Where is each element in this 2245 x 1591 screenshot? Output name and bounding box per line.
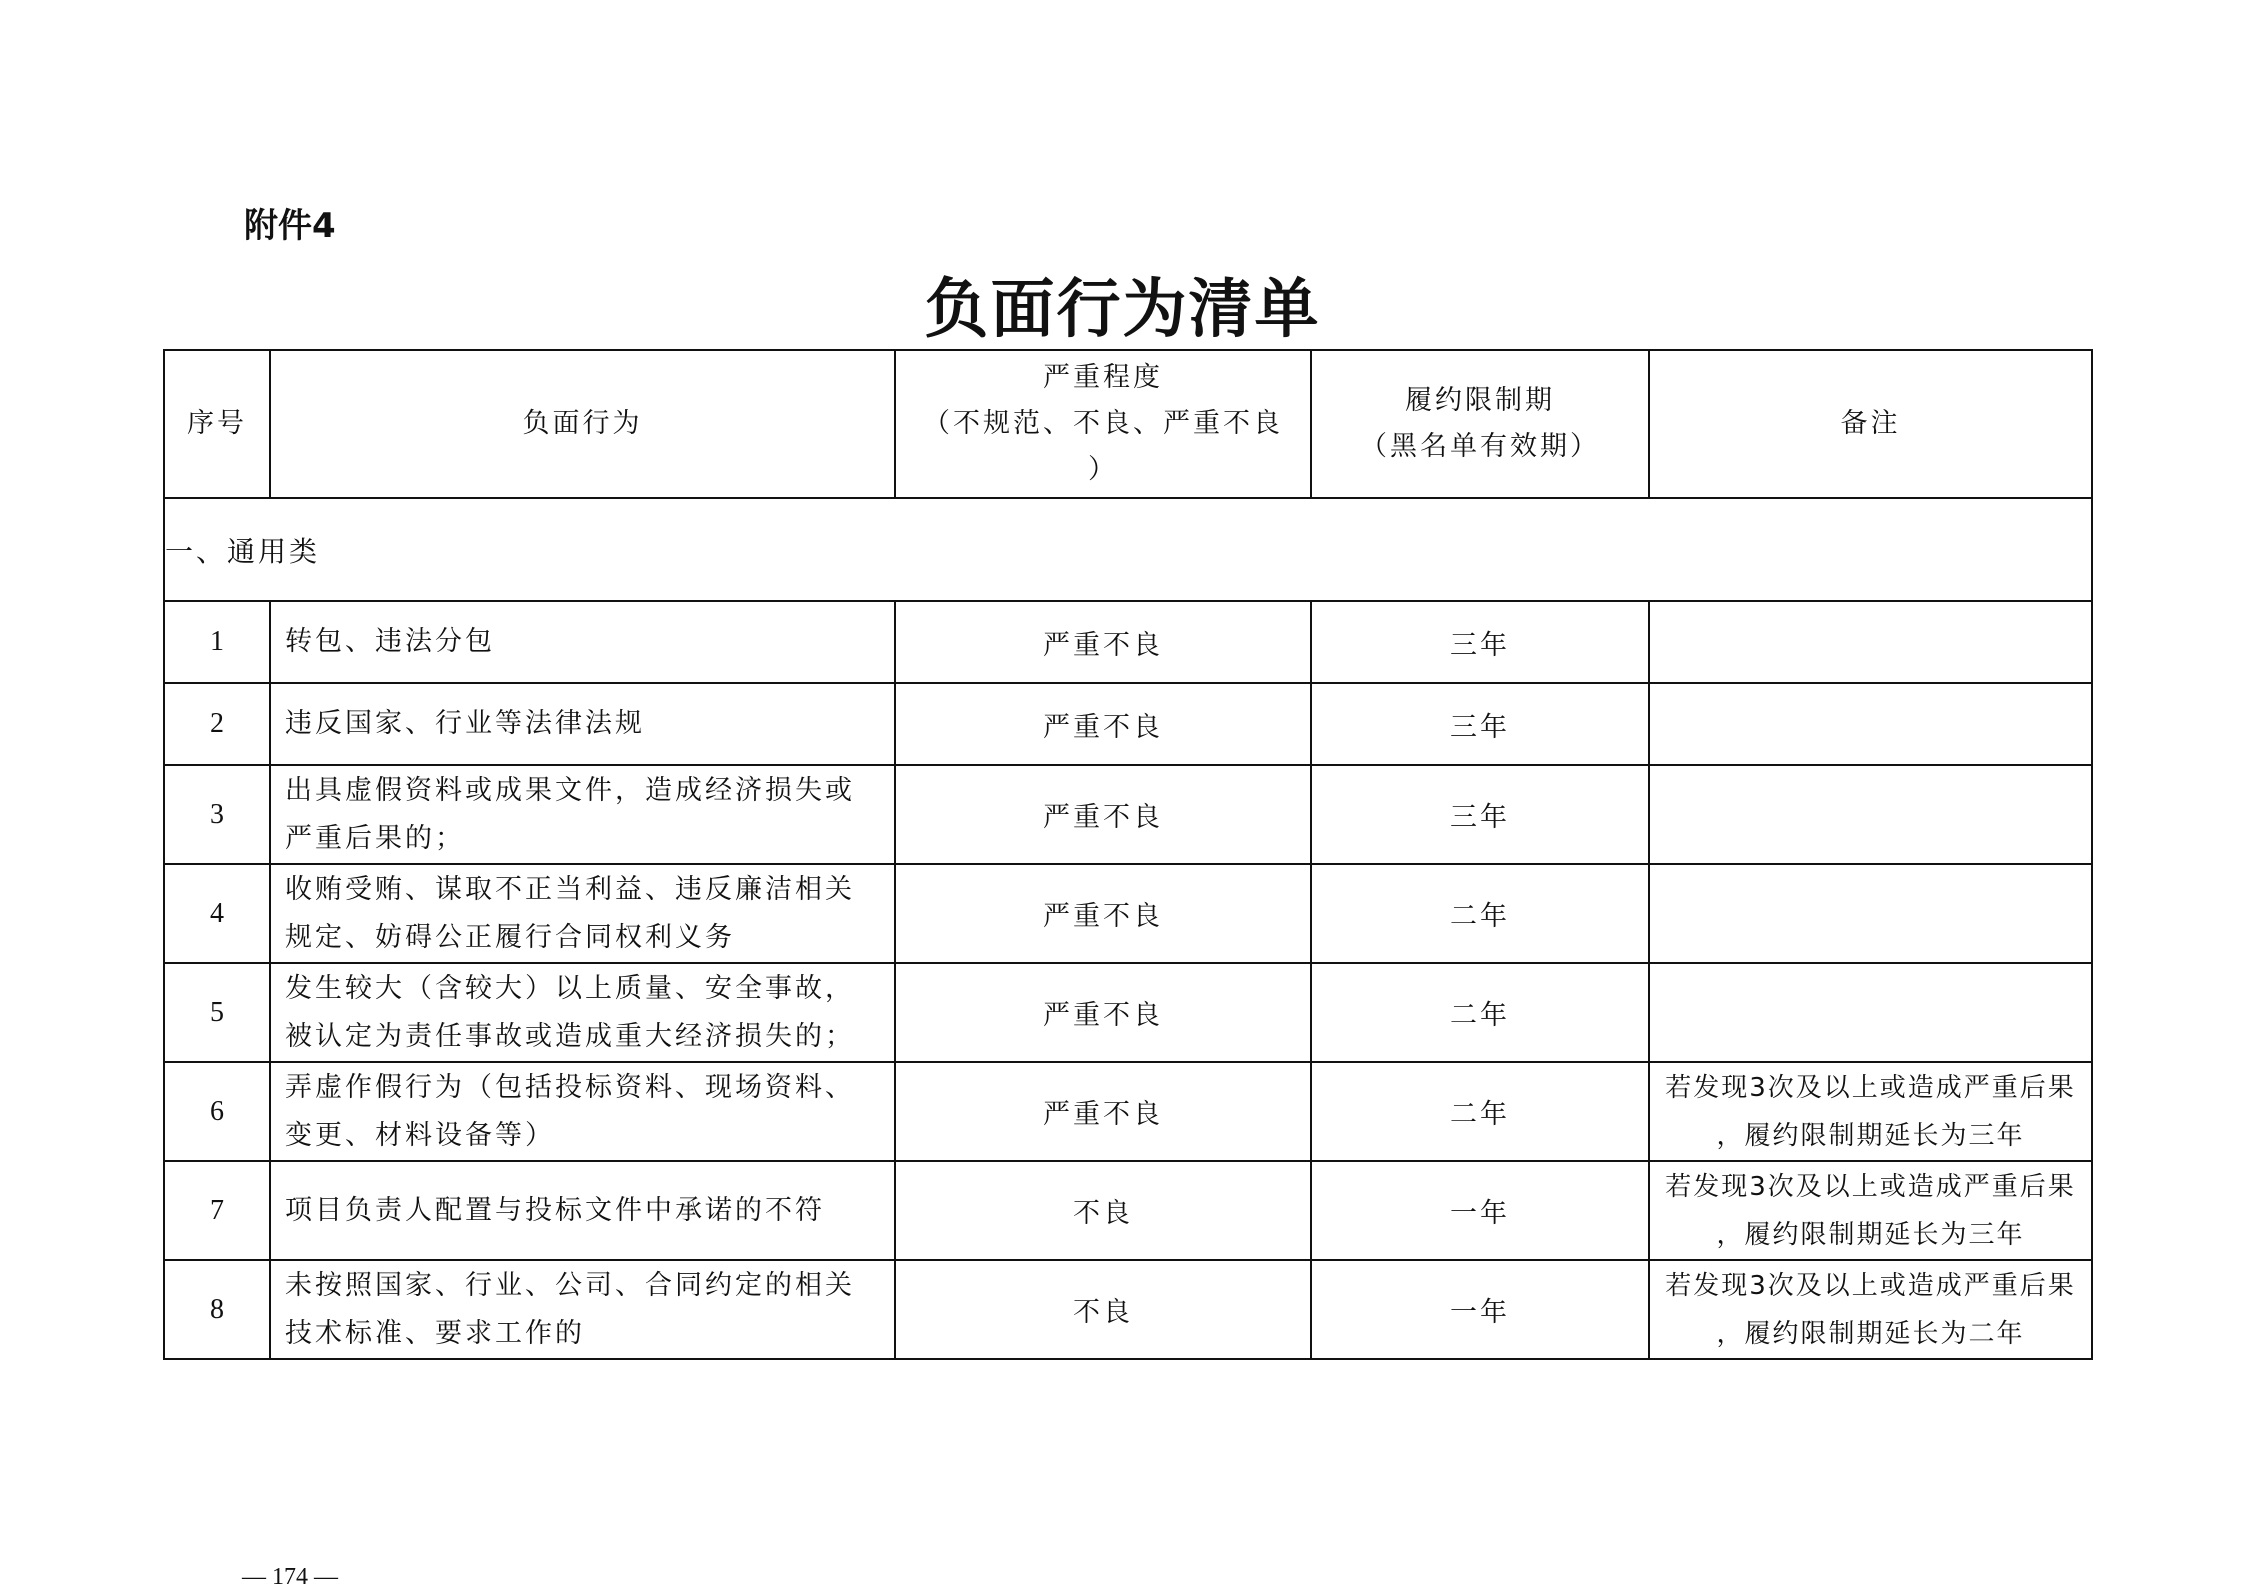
row-note-line1: 若发现3次及以上或造成严重后果 [1665, 1270, 2076, 1301]
row-note-line2: ，履约限制期延长为二年 [1716, 1318, 2025, 1349]
row-behavior: 收贿受贿、谋取不正当利益、违反廉洁相关规定、妨碍公正履行合同权利义务 [270, 864, 895, 963]
row-period: 三年 [1311, 683, 1649, 765]
row-severity: 严重不良 [895, 864, 1311, 963]
row-severity: 不良 [895, 1260, 1311, 1359]
row-period: 二年 [1311, 1062, 1649, 1161]
table-row [164, 1161, 2092, 1260]
row-note [1649, 963, 2092, 1062]
row-severity: 严重不良 [895, 1062, 1311, 1161]
section-label: 一、通用类 [164, 498, 2092, 601]
row-note-line2: ，履约限制期延长为三年 [1716, 1219, 2025, 1250]
header-no: 序号 [164, 350, 270, 498]
row-behavior: 出具虚假资料或成果文件，造成经济损失或严重后果的； [270, 765, 895, 864]
table-row [164, 683, 2092, 765]
table-row [164, 1062, 2092, 1161]
row-severity: 不良 [895, 1161, 1311, 1260]
row-note-line2: ，履约限制期延长为三年 [1716, 1120, 2025, 1151]
row-behavior: 未按照国家、行业、公司、合同约定的相关技术标准、要求工作的 [270, 1260, 895, 1359]
row-period: 三年 [1311, 765, 1649, 864]
row-no: 7 [164, 1161, 270, 1260]
row-note [1649, 683, 2092, 765]
negative-behavior-table [163, 349, 2093, 1360]
document-title: 负面行为清单 [924, 273, 1321, 347]
header-severity-line2: （不规范、不良、严重不良 [923, 408, 1283, 439]
header-period [1311, 350, 1649, 498]
row-no: 5 [164, 963, 270, 1062]
row-behavior: 转包、违法分包 [270, 601, 895, 683]
row-note [1649, 1161, 2092, 1260]
table-header-row [164, 350, 2092, 498]
table-row [164, 765, 2092, 864]
row-period: 二年 [1311, 963, 1649, 1062]
row-behavior: 发生较大（含较大）以上质量、安全事故，被认定为责任事故或造成重大经济损失的； [270, 963, 895, 1062]
attachment-label: 附件4 [244, 206, 336, 246]
row-no: 4 [164, 864, 270, 963]
row-period: 一年 [1311, 1260, 1649, 1359]
row-note [1649, 1062, 2092, 1161]
header-severity-line3: ） [1088, 454, 1118, 485]
row-no: 6 [164, 1062, 270, 1161]
row-note [1649, 864, 2092, 963]
row-behavior: 项目负责人配置与投标文件中承诺的不符 [270, 1161, 895, 1260]
table-row [164, 601, 2092, 683]
row-behavior: 违反国家、行业等法律法规 [270, 683, 895, 765]
header-severity-line1: 严重程度 [1043, 362, 1163, 393]
row-no: 2 [164, 683, 270, 765]
row-period: 一年 [1311, 1161, 1649, 1260]
row-note [1649, 1260, 2092, 1359]
row-no: 8 [164, 1260, 270, 1359]
header-behavior: 负面行为 [270, 350, 895, 498]
row-note [1649, 765, 2092, 864]
row-period: 二年 [1311, 864, 1649, 963]
table-row [164, 864, 2092, 963]
row-behavior: 弄虚作假行为（包括投标资料、现场资料、变更、材料设备等） [270, 1062, 895, 1161]
row-severity: 严重不良 [895, 765, 1311, 864]
row-note [1649, 601, 2092, 683]
page-number: — 174 — [242, 1564, 338, 1590]
row-note-line1: 若发现3次及以上或造成严重后果 [1665, 1072, 2076, 1103]
row-period: 三年 [1311, 601, 1649, 683]
section-row [164, 498, 2092, 601]
row-severity: 严重不良 [895, 601, 1311, 683]
header-severity [895, 350, 1311, 498]
header-note: 备注 [1649, 350, 2092, 498]
row-note-line1: 若发现3次及以上或造成严重后果 [1665, 1171, 2076, 1202]
row-severity: 严重不良 [895, 963, 1311, 1062]
table-row [164, 1260, 2092, 1359]
header-period-line1: 履约限制期 [1405, 385, 1555, 416]
row-no: 1 [164, 601, 270, 683]
table-row [164, 963, 2092, 1062]
header-period-line2: （黑名单有效期） [1360, 431, 1600, 462]
row-severity: 严重不良 [895, 683, 1311, 765]
row-no: 3 [164, 765, 270, 864]
